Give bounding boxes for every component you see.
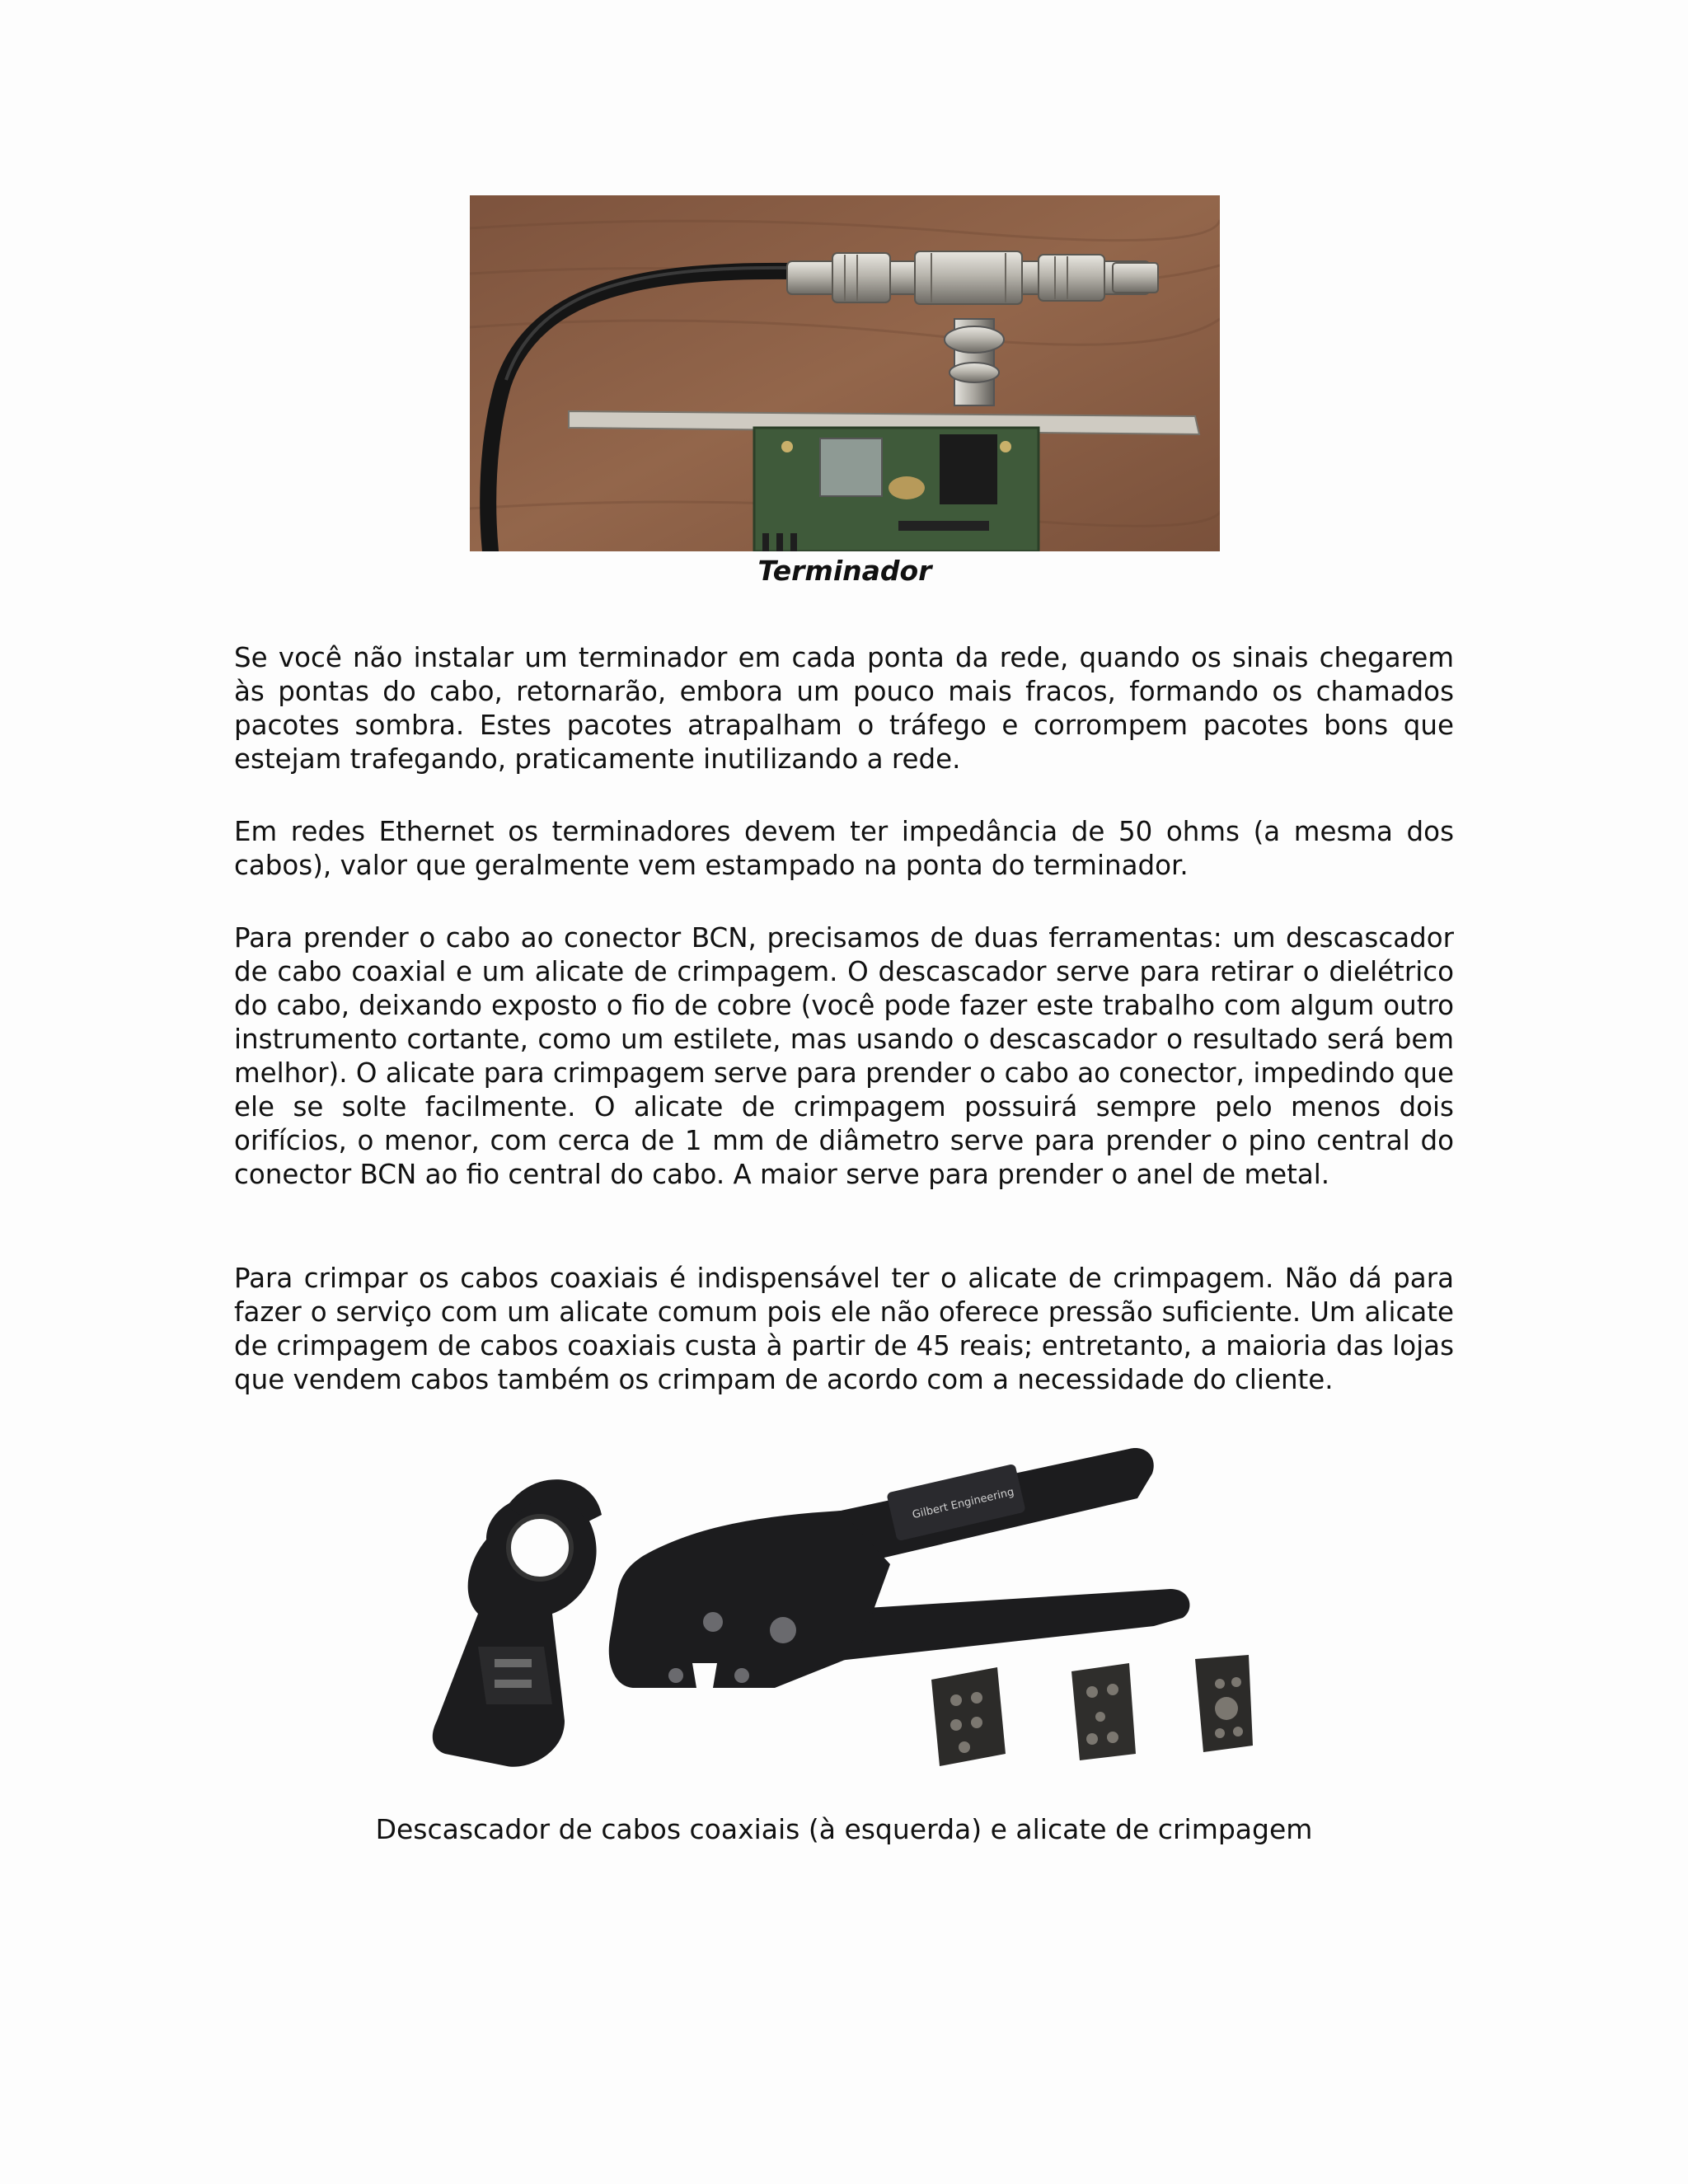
figure-caption: Descascador de cabos coaxiais (à esquerda) e alicate de crimpagem [375, 1813, 1313, 1845]
bnc-terminator-photo-icon [470, 195, 1220, 551]
figure-caption: Terminador [757, 555, 932, 587]
coax-stripper-and-crimping-tool-photo-icon [429, 1441, 1261, 1803]
paragraph: Para prender o cabo ao conector BCN, precisamos de duas ferramentas: um descascador de cabo coaxial e um alicate de crimpagem. O descascador serve para retirar o dielétrico do cabo, deixando exposto o fio de cobre (você pode fazer este trabalho com algum outro instrumento cortante, como um estilete, mas usando o descascador o resultado será bem melhor). O alicate para crimpagem serve para prender o cabo ao conector, impedindo que ele se solte facilmente. O alicate de crimpagem possuirá sempre pelo menos dois orifícios, o menor, com cerca de 1 mm de diâmetro serve para prender o pino central do conector BCN ao fio central do cabo. A maior serve para prender o anel de metal. [234, 922, 1454, 1190]
tool-imprint: Gilbert Engineering [911, 1486, 1015, 1522]
paragraph: Em redes Ethernet os terminadores devem ter impedância de 50 ohms (a mesma dos cabos), valor que geralmente vem estampado na ponta do terminador. [234, 816, 1454, 881]
paragraph: Para crimpar os cabos coaxiais é indispensável ter o alicate de crimpagem. Não dá para fazer o serviço com um alicate comum pois ele não oferece pressão suficiente. Um alicate de crimpagem de cabos coaxiais custa à partir de 45 reais; entretanto, a maioria das lojas que vendem cabos também os crimpam de acordo com a necessidade do cliente. [234, 1263, 1454, 1395]
paragraph: Se você não instalar um terminador em cada ponta da rede, quando os sinais chegarem às pontas do cabo, retornarão, embora um pouco mais fracos, formando os chamados pacotes sombra. Estes pacotes atrapalham o tráfego e corrompem pacotes bons que estejam trafegando, praticamente inutilizando a rede. [234, 642, 1454, 775]
